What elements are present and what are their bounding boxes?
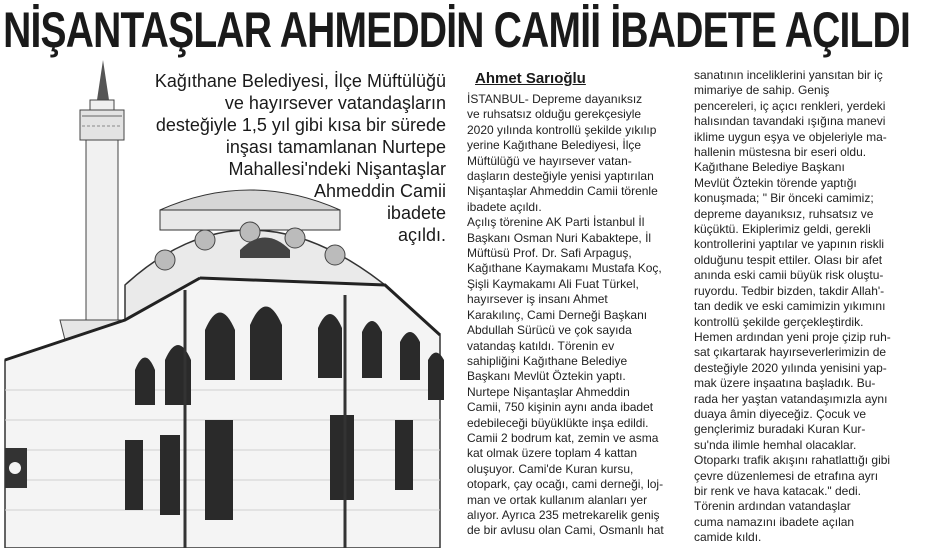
headline: NİŞANTAŞLAR AHMEDDİN CAMİİ İBADETE AÇILDI: [3, 2, 911, 58]
article-lead: Kağıthane Belediyesi, İlçe Müftülüğü ve hayırsever vatandaşların desteğiyle 1,5 yıl gibi kısa bir sürede inşası tamamlanan Nurtepe Mahallesi'ndeki Nişantaşlar Ahmeddin Camii ibadete açıldı.: [154, 71, 446, 245]
article-column-1: İSTANBUL- Depreme dayanıksız ve ruhsatsız olduğu gerekçesiyle 2020 yılında kontrollü şekilde yıkılıp yerine Kağıthane Belediyesi, İlçe Müftülüğü ve hayırsever vatan- daşların desteğiyle yenisi yaptırılan Nişantaşlar Ahmeddin Camii törenle ibadete açıldı. Açılış törenine AK Parti İstanbul İl Başkanı Osman Nuri Kabaktepe, İl Müftüsü Prof. Dr. Safi Arpaguş, Kağıthane Kaymakamı Mustafa Koç, Şişli Kaymakamı Ali Fuat Türkel, hayırsever iş insanı Ahmet Karakılınç, Cami Derneği Başkanı Abdullah Sürücü ve çok sayıda vatandaş katıldı. Törenin ev sahipliğini Kağıthane Belediye Başkanı Mevlüt Öztekin yaptı. Nurtepe Nişantaşlar Ahmeddin Camii, 750 kişinin aynı anda ibadet edebileceği büyüklükte inşa edildi. Camii 2 bodrum kat, zemin ve asma kat olmak üzere toplam 4 kattan oluşuyor. Cami'de Kuran kursu, otopark, çay ocağı, cami derneği, loj- man ve ortak kullanım alanları yer alıyor. Ayrıca 235 metrekarelik geniş de bir avlusu olan Cami, Osmanlı hat: [467, 92, 664, 538]
article-column-2: sanatının inceliklerini yansıtan bir iç mimariye de sahip. Geniş pencereleri, iç açıcı renkleri, yerdeki halısından tavandaki ışığına manevi iklime uygun eşya ve objeleriyle ma- hallenin müstesna bir eseri oldu. Kağıthane Belediye Başkanı Mevlüt Öztekin törende yaptığı konuşmada; " Bir önceki camimiz; depreme dayanıksız, ruhsatsız ve küçüktü. Ekiplerimiz geldi, gerekli kontrollerini yaptılar ve yapının riskli olduğunu tespit ettiler. Olası bir afet anında eski camii büyük risk oluştu- ruyordu. Tedbir bizden, takdir Allah'- tan dedik ve eski camimizin yıkımını kontrollü şekilde gerçekleştirdik. Hemen ardından yeni proje çizip ruh- sat çıkartarak hayırseverlerimizin de desteğiyle 2020 yılında yenisini yap- mak üzere inşaatına başladık. Bu- rada her yaştan vatandaşımızla aynı duaya âmin diyeceğiz. Çocuk ve gençlerimiz buradaki Kuran Kur- su'nda ilimle hemhal olacaklar. Otoparkı trafik akışını rahatlattığı gibi çevre düzenlemesi de etrafına ayrı bir renk ve hava katacak." dedi. Törenin ardından vatandaşlar cuma namazını ibadete açılan camide kıldı.: [694, 68, 891, 545]
author-byline: Ahmet Sarıoğlu: [475, 70, 586, 87]
